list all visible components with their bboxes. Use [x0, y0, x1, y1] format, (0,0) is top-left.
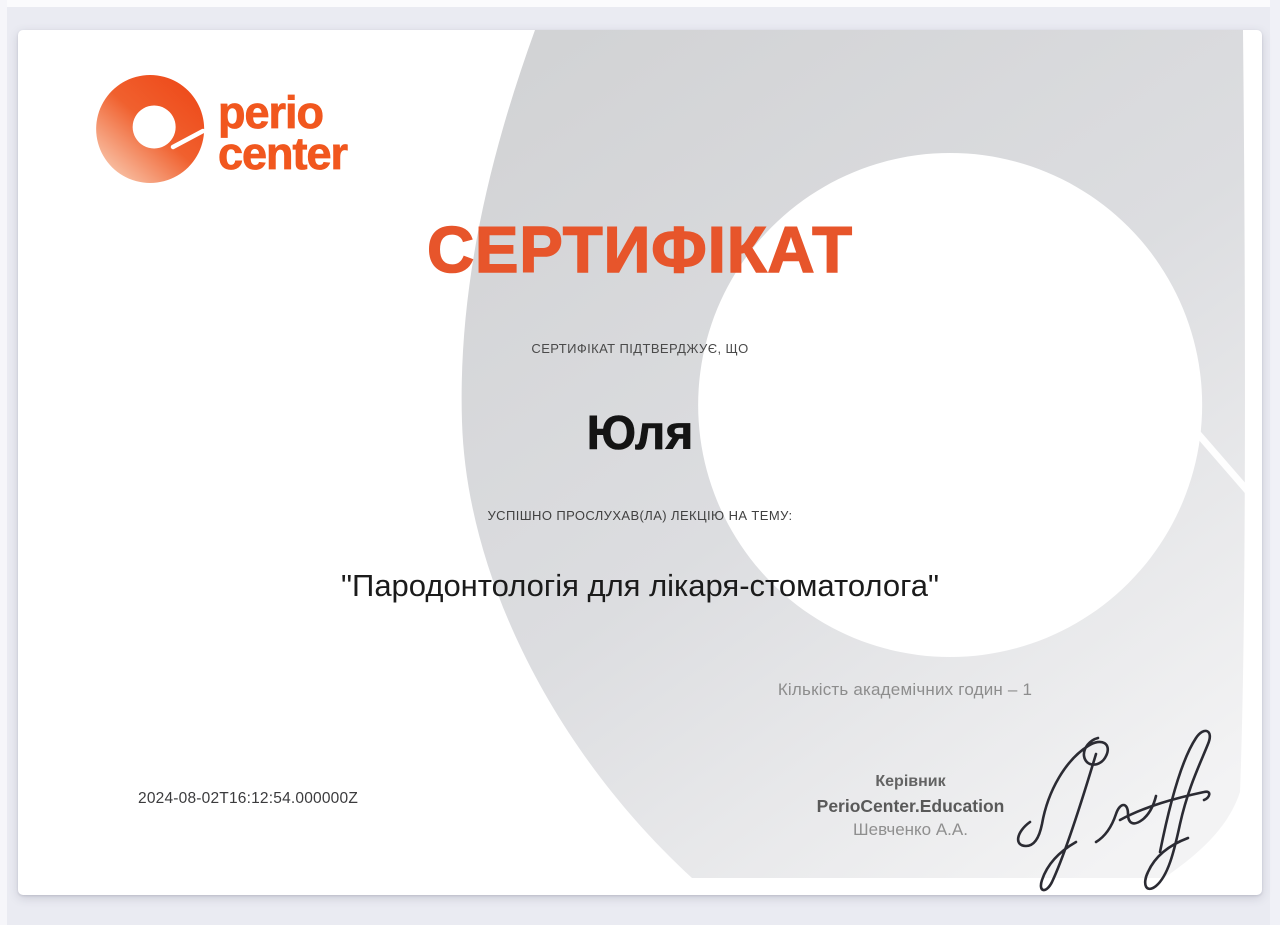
screenshot-edge-left: [0, 0, 7, 925]
academic-hours-label: Кількість академічних годин – 1: [777, 680, 1033, 699]
brand-word-line1: perio: [218, 87, 324, 138]
certificate-page: [18, 30, 1262, 895]
signer-role: Керівник: [875, 773, 946, 790]
issued-timestamp: 2024-08-02T16:12:54.000000Z: [138, 790, 358, 807]
recipient-name: Юля: [586, 407, 694, 460]
signature-icon: [1000, 702, 1220, 895]
signer-organization: PerioCenter.Education: [816, 796, 1005, 816]
signer-name: Шевченко А.А.: [853, 820, 968, 839]
lecture-title: "Пародонтологія для лікаря-стоматолога": [341, 568, 939, 603]
brand-wordmark: [218, 87, 478, 179]
brand-word-line2: center: [218, 128, 348, 179]
screenshot-edge-right: [1270, 0, 1280, 925]
certificate-title: СЕРТИФІКАТ: [427, 213, 853, 286]
screenshot-edge-top: [0, 0, 1280, 7]
confirmation-label: СЕРТИФІКАТ ПІДТВЕРДЖУЄ, ЩО: [531, 341, 749, 356]
completion-label: УСПІШНО ПРОСЛУХАВ(ЛА) ЛЕКЦІЮ НА ТЕМУ:: [487, 508, 793, 523]
perio-center-logo-ring-icon: [96, 72, 208, 188]
